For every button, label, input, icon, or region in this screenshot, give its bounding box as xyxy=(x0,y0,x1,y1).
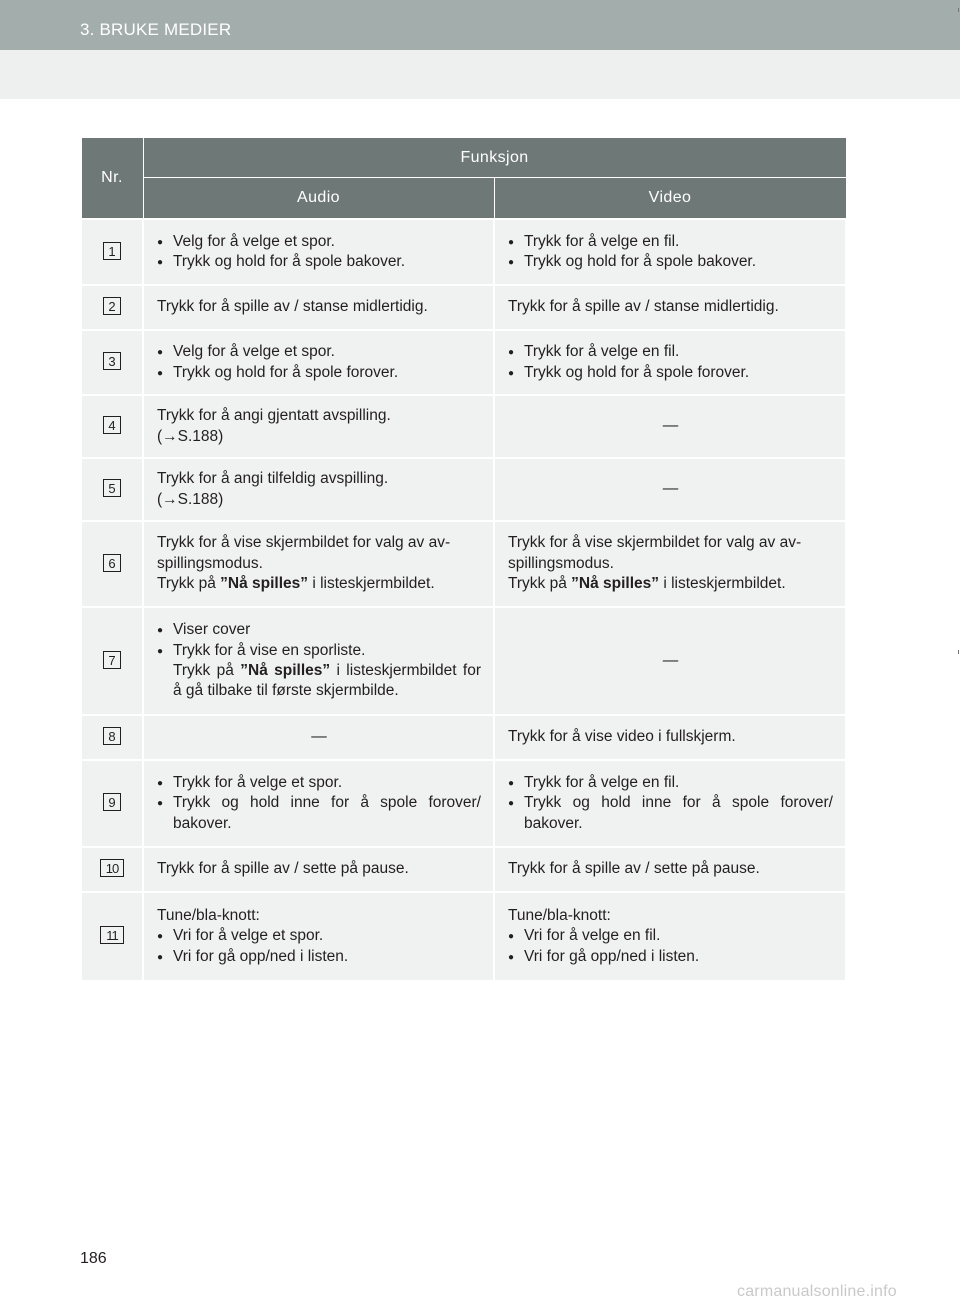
video-cell: ● Trykk for å velge en fil. ● Trykk og hold inne for å spole forover/ bakover. xyxy=(494,760,846,847)
video-cell: Trykk for å spille av / stanse midlertidig. xyxy=(494,285,846,330)
function-table xyxy=(80,137,847,982)
row-number: 10 xyxy=(81,847,143,892)
row-number: 4 xyxy=(81,395,143,458)
row-number: 11 xyxy=(81,892,143,981)
audio-cell: Trykk for å spille av / stanse midlertidig. xyxy=(143,285,494,330)
table-row xyxy=(81,395,846,458)
video-cell xyxy=(494,395,846,458)
row-number: 9 xyxy=(81,760,143,847)
table-row xyxy=(81,521,846,607)
table-row xyxy=(81,760,846,847)
row-number: 8 xyxy=(81,715,143,760)
row-number: 1 xyxy=(81,219,143,285)
audio-cell xyxy=(143,715,494,760)
row-number: 3 xyxy=(81,330,143,395)
audio-cell: ● Velg for å velge et spor. ● Trykk og hold for å spole bakover. xyxy=(143,219,494,285)
header-nr: Nr. xyxy=(81,138,143,220)
audio-cell: Tune/bla-knott: ● Vri for å velge et spor. ● Vri for gå opp/ned i listen. xyxy=(143,892,494,981)
edge-tick xyxy=(958,8,959,12)
audio-cell: Trykk for å angi tilfeldig avspilling. (→S.188) xyxy=(143,458,494,521)
dash: — xyxy=(662,651,679,669)
edge-tick xyxy=(958,650,959,654)
page-number: 186 xyxy=(80,1250,107,1267)
header-function: Funksjon xyxy=(143,138,846,178)
header-video: Video xyxy=(494,178,846,220)
header-audio: Audio xyxy=(143,178,494,220)
video-cell: ● Trykk for å velge en fil. ● Trykk og hold for å spole forover. xyxy=(494,330,846,395)
table-row xyxy=(81,715,846,760)
video-cell xyxy=(494,458,846,521)
row-number: 7 xyxy=(81,607,143,715)
header-bar xyxy=(0,0,960,50)
dash: — xyxy=(311,728,327,746)
video-cell: ● Trykk for å velge en fil. ● Trykk og hold for å spole bakover. xyxy=(494,219,846,285)
audio-cell: ● Velg for å velge et spor. ● Trykk og hold for å spole forover. xyxy=(143,330,494,395)
section-title: 3. BRUKE MEDIER xyxy=(80,20,232,39)
video-cell: Tune/bla-knott: ● Vri for å velge en fil. ● Vri for gå opp/ned i listen. xyxy=(494,892,846,981)
table-row xyxy=(81,285,846,330)
audio-cell: Trykk for å spille av / sette på pause. xyxy=(143,847,494,892)
watermark: carmanualsonline.info xyxy=(737,1283,897,1300)
audio-cell: Trykk for å angi gjentatt avspilling. (→S.188) xyxy=(143,395,494,458)
video-cell xyxy=(494,607,846,715)
audio-cell: ● Trykk for å velge et spor. ● Trykk og hold inne for å spole forover/ bakover. xyxy=(143,760,494,847)
dash: — xyxy=(662,480,679,498)
table-row xyxy=(81,892,846,981)
row-number: 2 xyxy=(81,285,143,330)
video-cell: Trykk for å vise video i fullskjerm. xyxy=(494,715,846,760)
table-row xyxy=(81,458,846,521)
video-cell: Trykk for å vise skjermbildet for valg av av- spillingsmodus. Trykk på ”Nå spilles” i listeskjermbildet. xyxy=(494,521,846,607)
video-cell: Trykk for å spille av / sette på pause. xyxy=(494,847,846,892)
table-row xyxy=(81,219,846,285)
table-row xyxy=(81,847,846,892)
header-band xyxy=(0,50,960,99)
table-row xyxy=(81,330,846,395)
dash: — xyxy=(662,417,679,435)
audio-cell: Trykk for å vise skjermbildet for valg av av- spillingsmodus. Trykk på ”Nå spilles” i listeskjermbildet. xyxy=(143,521,494,607)
table-row xyxy=(81,607,846,715)
row-number: 6 xyxy=(81,521,143,607)
audio-cell: ● Viser cover ● Trykk for å vise en sporliste. Trykk på ”Nå spilles” i listeskjermbildet for å gå tilbake til første skjermbilde. xyxy=(143,607,494,715)
row-number: 5 xyxy=(81,458,143,521)
